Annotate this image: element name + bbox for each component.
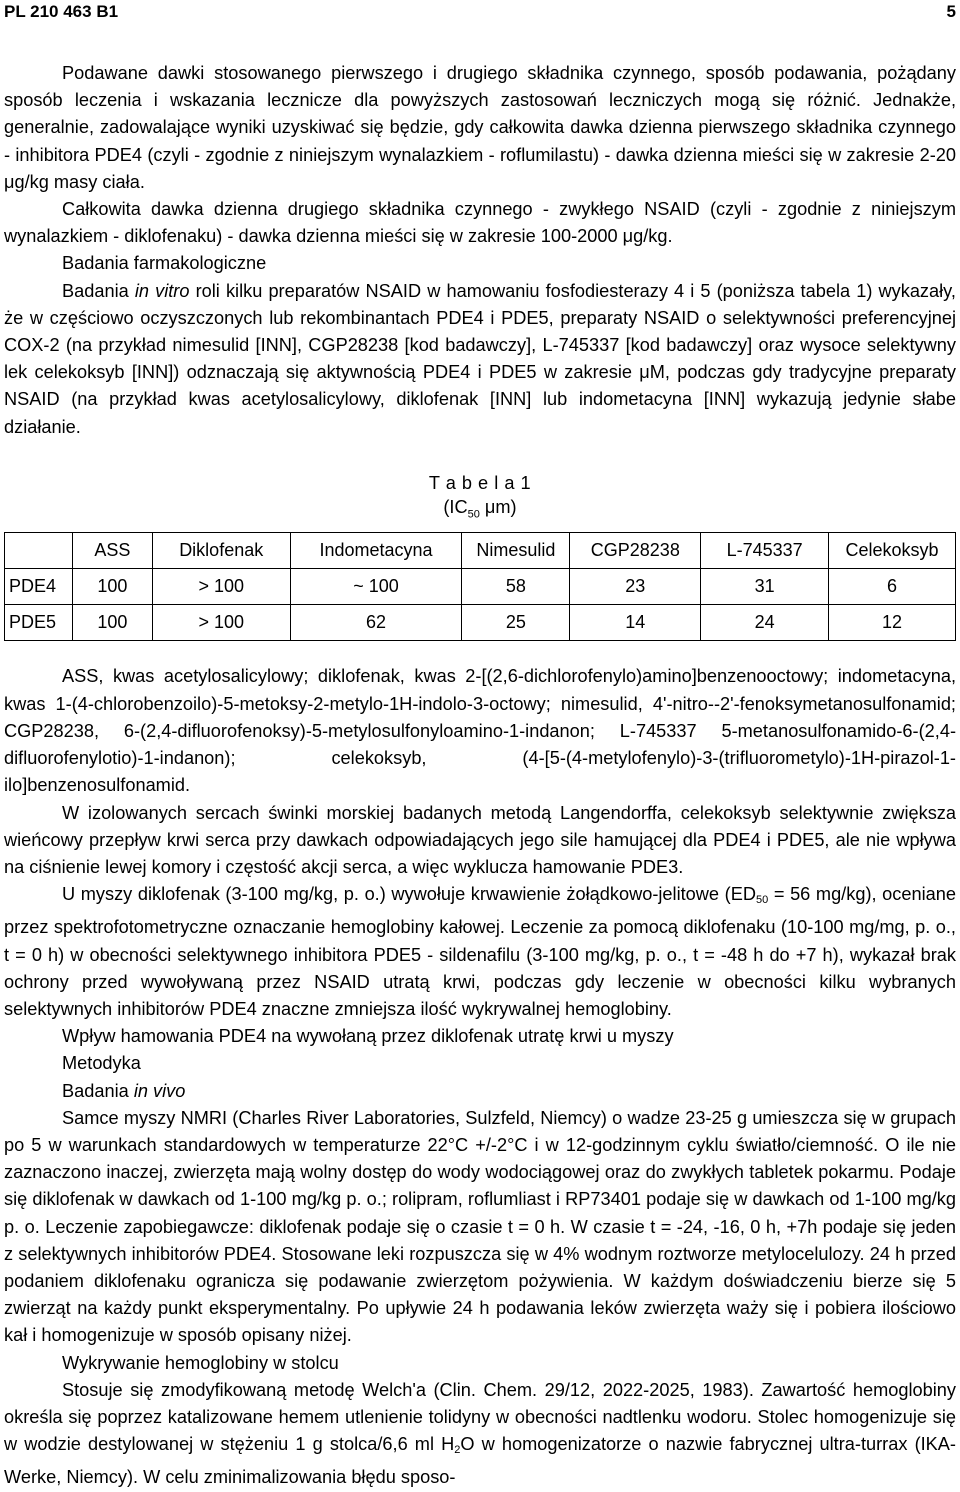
heading-pharmacological-studies: Badania farmakologiczne <box>62 253 267 274</box>
table-unit <box>4 495 956 527</box>
table-header-cell <box>5 533 73 569</box>
italic-text: in vitro <box>134 280 190 301</box>
table-cell: 23 <box>570 569 701 605</box>
text-span: Badania <box>62 280 135 301</box>
table-cell: 14 <box>570 605 701 641</box>
unit-text: (IC <box>443 496 468 517</box>
heading-hemoglobin-detection: Wykrywanie hemoglobiny w stolcu <box>62 1352 339 1373</box>
table-cell: 100 <box>72 605 152 641</box>
table-cell: 24 <box>701 605 829 641</box>
table-header-cell: Indometacyna <box>290 533 462 569</box>
page-header <box>4 2 956 24</box>
table-header-cell: Celekoksyb <box>829 533 956 569</box>
table-row <box>5 605 956 641</box>
table-cell: 12 <box>829 605 956 641</box>
text-span: O w homogenizatorze o nazwie fabrycznej ultra-turrax (IKA-Werke, Niemcy). W celu zminimalizowania błędu sposo- <box>4 1434 956 1488</box>
paragraph-mice-bleeding <box>4 881 956 1023</box>
unit-text: μm) <box>479 496 517 517</box>
text-span: Stosuje się zmodyfikowaną metodę Welch'a (Clin. Chem. 29/12, 2022-2025, 1983). Zawartość hemoglobiny określa się poprzez katalizowane hemem utlenienie tolidyny w obecności nadtlenku wodoru. Stolec homogenizuje się w wodzie destylowanej w stężeniu 1 g stolca/6,6 ml H <box>4 1379 956 1455</box>
table-header-cell: L-745337 <box>701 533 829 569</box>
table-row <box>5 569 956 605</box>
table-cell: > 100 <box>152 569 290 605</box>
paragraph-in-vitro <box>4 278 956 441</box>
table-row-header: PDE5 <box>5 605 73 641</box>
italic-text: in vivo <box>133 1080 186 1101</box>
patent-number: PL 210 463 B1 <box>4 2 119 21</box>
paragraph-nmri-mice: Samce myszy NMRI (Charles River Laboratories, Sulzfeld, Niemcy) o wadze 23-25 g umieszcza się w grupach po 5 w warunkach standardowych w temperaturze 22°C +/-2°C i w 12-godzinnym cyklu światło/ciemność. O ile nie zaznaczono inaczej, zwierzęta mają wolny dostęp do wody wodociągowej oraz do zwykłych tabletek pokarmu. Podaje się diklofenak w dawkach od 1-100 mg/kg p. o.; rolipram, roflumliast i RP73401 podaje się w dawkach od 1-100 mg/kg p. o. Leczenie zapobiegawcze: diklofenak podaje się o czasie t = 0 h. W czasie t = -24, -16, 0 h, +7h podaje się jeden z selektywnych inhibitorów PDE4. Stosowane leki rozpuszcza się w 4% wodnym roztworze metylocelulozy. 24 h przed podaniem diklofenaku ogranicza się podawanie zwierzętom pożywienia. W każdym doświadczeniu bierze się 5 zwierząt na każdy punkt eksperymentalny. Po upływie 24 h podawania leków zwierzęta waży się i pobiera ilościowo kał i homogenizuje w sposób opisany niżej. <box>4 1107 956 1346</box>
table-cell: 100 <box>72 569 152 605</box>
table-cell: 62 <box>290 605 462 641</box>
subscript: 50 <box>755 894 769 907</box>
table-header-cell: CGP28238 <box>570 533 701 569</box>
table-header-cell: ASS <box>72 533 152 569</box>
text-span: U myszy diklofenak (3-100 mg/kg, p. o.) wywołuje krwawienie żołądkowo-jelitowe (ED <box>62 884 756 905</box>
table-row-header: PDE4 <box>5 569 73 605</box>
heading-effect: Wpływ hamowania PDE4 na wywołaną przez diklofenak utratę krwi u myszy <box>62 1026 674 1047</box>
heading-in-vivo <box>4 1078 956 1105</box>
text-span: Badania <box>62 1080 134 1101</box>
document-body <box>4 60 956 1492</box>
paragraph-dosage: Podawane dawki stosowanego pierwszego i drugiego składnika czynnego, sposób podawania, pożądany sposób leczenia i wskazania lecznicze dla powyższych zastosowań leczniczych mogą się różnić. Jednakże, generalnie, zadowalające wyniki uzyskiwać się będzie, gdy całkowita dawka dzienna pierwszego składnika czynnego - inhibitora PDE4 (czyli - zgodnie z niniejszym wynalazkiem - roflumilastu) - dawka dzienna mieści się w zakresie 2-20 μg/kg masy ciała. <box>4 63 956 192</box>
table-header-row <box>5 533 956 569</box>
paragraph-nsaid-dose: Całkowita dawka dzienna drugiego składnika czynnego - zwykłego NSAID (czyli - zgodnie z niniejszym wynalazkiem - diklofenaku) - dawka dzienna mieści się w zakresie 100-2000 μg/kg. <box>4 199 956 247</box>
table-cell: 58 <box>462 569 570 605</box>
table-cell: 31 <box>701 569 829 605</box>
table-header-cell: Nimesulid <box>462 533 570 569</box>
table-title: T a b e l a 1 <box>428 472 532 493</box>
table-cell: ~ 100 <box>290 569 462 605</box>
page-number: 5 <box>946 2 956 21</box>
table-cell: 25 <box>462 605 570 641</box>
table-header-cell: Diklofenak <box>152 533 290 569</box>
heading-methodology: Metodyka <box>62 1053 141 1074</box>
table-cell: 6 <box>829 569 956 605</box>
text-span: roli kilku preparatów NSAID w hamowaniu fosfodiesterazy 4 i 5 (poniższa tabela 1) wykazały, że w częściowo oczyszczonych lub rekombinantach PDE4 i PDE5, preparaty NSAID o selektywności preferencyjnej COX-2 (na przykład nimesulid [INN], CGP28238 [kod badawczy], L-745337 [kod badawczy] oraz wysoce selektywny lek celekoksyb [INN]) odznaczają się aktywnością PDE4 i PDE5 w zakresie μM, podczas gdy tradycyjne preparaty NSAID (na przykład kwas acetylosalicylowy, diklofenak [INN] lub indometacyna [INN] wykazują jedynie słabe działanie. <box>4 280 956 437</box>
paragraph-welch-method <box>4 1377 956 1492</box>
paragraph-langendorff: W izolowanych sercach świnki morskiej badanych metodą Langendorffa, celekoksyb selektywnie zwiększa wieńcowy przepływ krwi serca przy dawkach odpowiadających jego sile hamującej dla PDE4 i PDE5, ale nie wpływa na ciśnienie lewej komory i częstość akcji serca, a więc wyklucza hamowanie PDE3. <box>4 802 956 877</box>
unit-subscript: 50 <box>467 508 480 521</box>
text-span: = 56 mg/kg), oceniane przez spektrofotometryczne oznaczanie hemoglobiny kałowej. Leczenie za pomocą diklofenaku (10-100 mg/mg, p. o., t = 0 h) w obecności selektywnego inhibitora PDE5 - sildenafilu (3-100 mg/kg, p. o., t = -48 h do +7 h), wykazał brak ochrony przed wywoływaną przez NSAID utratą krwi, podczas gdy leczenie w obecności kilku wybranych selektywnych inhibitorów PDE4 znaczne zmniejsza ilość wykrywalnej hemoglobiny. <box>4 884 956 1019</box>
subscript: 2 <box>454 1444 461 1457</box>
paragraph-abbreviations: ASS, kwas acetylosalicylowy; diklofenak, kwas 2-[(2,6-dichlorofenylo)amino]benzenooctowy; indometacyna, kwas 1-(4-chlorobenzoilo)-5-metoksy-2-metylo-1H-indolo-3-octowy; nimesulid, 4'-nitro--2'-fenoksymetanosulfonamid; CGP28238, 6-(2,4-difluorofenoksy)-5-metylosulfonyloamino-1-indanon; L-745337 5-metanosulfonamido-6-(2,4-difluorofenylotio)-1-indanon); celekoksyb, (4-[5-(4-metylofenylo)-3-(trifluorometylo)-1H-pirazol-1-ilo]benzenosulfonamid. <box>4 666 956 796</box>
ic50-table <box>4 532 956 641</box>
table-cell: > 100 <box>152 605 290 641</box>
